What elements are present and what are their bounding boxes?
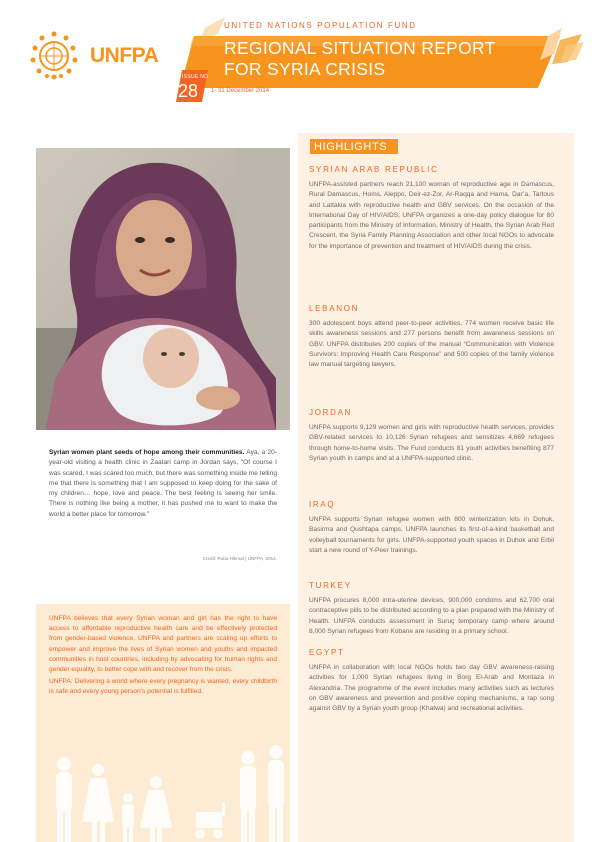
section-jordan	[309, 408, 554, 464]
logo-wordmark: UNFPA	[90, 44, 159, 67]
highlights-panel	[298, 133, 574, 842]
section-egypt	[309, 648, 554, 714]
statement-paragraph-1: UNFPA believes that every Syrian woman and girl has the right to have access to affordable reproductive health care and be effectively protected from gender-based violence. UNFPA and partners are scaling up efforts to empower and improve the lives of Syrian women and youths and impacted communities in host countries, including by advocating for human rights and gender equality, to better cope with and recover from the crisis.	[49, 615, 277, 674]
caption-title: Syrian women plant seeds of hope among their communities.	[49, 449, 245, 456]
title-line-2: FOR SYRIA CRISIS	[224, 59, 386, 79]
report-date: 1- 31 December 2014	[211, 88, 270, 94]
issue-number: 28	[178, 81, 199, 101]
highlights-tab	[310, 139, 398, 154]
section-heading: IRAQ	[309, 500, 336, 509]
section-heading: SYRIAN ARAB REPUBLIC	[309, 165, 439, 174]
unfpa-logo	[28, 30, 198, 80]
section-heading: TURKEY	[309, 581, 352, 590]
highlights-heading: HIGHLIGHTS	[314, 141, 388, 153]
title-line-1: REGIONAL SITUATION REPORT	[224, 38, 496, 58]
section-body: 300 adolescent boys attend peer-to-peer activities, 774 women receive basic life skills awareness sessions and 277 persons benefit from awareness sessions on GBV. UNFPA distributes 200 copies of the manual “Communication with Violence Survivors: Improving Health Care Response” and 500 copies of the family violence law manual targeting lawyers.	[309, 320, 554, 369]
organization-name: UNITED NATIONS POPULATION FUND	[224, 21, 417, 30]
photo-caption	[49, 448, 277, 520]
section-body: UNFPA procures 8,000 intra-uterine devices, 900,000 condoms and 62,700 oral contraceptive pills to be distributed according to a plan prepared with the Ministry of Health. UNFPA conducts assessment in Suruç temporary camp where around 8,000 Syrian refugees from Kobane are residing in a primary school.	[309, 597, 554, 635]
section-heading: JORDAN	[309, 408, 353, 417]
mission-statement-box	[36, 604, 290, 842]
section-body: UNFPA supports Syrian refugee women with 800 winterization kits in Dohuk, Basirma and Qushtapa camps. UNFPA launches its first-of-a-kind basketball and volleyball tournaments for girls. UNFPA-supported youth spaces in Duhok and Erbil start a new round of Y-Peer trainings.	[309, 516, 554, 554]
section-body: UNFPA in collaboration with local NGOs holds two day GBV awareness-raising activities for 1,000 Syrian refugees living in Borg El-Arab and Montaza in Alexandria. The programme of the event includes many activities such as lectures on GBV awareness and prevention and positive coping mechanisms, a rap song against GBV by a Syrian youth group (Khatwa) and recreational activities.	[309, 664, 554, 713]
report-header	[0, 0, 595, 135]
mission-statement	[49, 614, 277, 700]
report-title	[224, 38, 496, 80]
section-turkey	[309, 581, 554, 637]
section-body: UNFPA supports 9,129 women and girls with reproductive health services, provides GBV-related services to 10,126 Syrian refugees and sensitizes 4,669 refugees through home-to-home visits. The Fund conducts 81 youth activities benefiting 877 Syrian youth in camps and at a UNFPA-supported clinic.	[309, 424, 554, 462]
mother-and-baby-photo	[36, 148, 290, 430]
section-syria	[309, 165, 554, 252]
family-silhouettes-icon	[36, 722, 290, 842]
photo-credit: Credit: Ruba Hikmat | UNFPA, 2014.	[202, 556, 277, 561]
section-heading: LEBANON	[309, 304, 360, 313]
section-heading: EGYPT	[309, 648, 345, 657]
caption-body: Aya, a 20-year-old visiting a health clinic in Zaatari camp in Jordan says, “Of course I was scared, I was scared too much, but there was something inside me telling me that there is something that I am supposed to keep doing for the sake of my children… hope, love and peace. The best feeling is seeing her smile. There is nothing like being a mother, it has pushed me to want to make the world a better place for tomorrow.”	[49, 449, 277, 518]
statement-paragraph-2: UNFPA: Delivering a world where every pregnancy is wanted, every childbirth is safe and every young person’s potential is fulfilled.	[49, 678, 277, 696]
section-iraq	[309, 500, 554, 556]
section-lebanon	[309, 304, 554, 370]
section-body: UNFPA-assisted partners reach 21,100 woman of reproductive age in Damascus, Rural Damascus, Homs, Aleppo, Deir-ez-Zor, Ar-Raqqa and Hama, Dar’a, Tartous and Lattakia with reproductive health and GBV services. On the occasion of the International Day of HIV/AIDS, UNFPA organizes a one-day policy dialogue for 80 participants from the Ministry of Information, Ministry of Health, the Syrian Arab Red Crescent, the Syria Family Planning Association and other local NGOs to advocate for the importance of prevention and treatment of HIV/AIDS during the crisis.	[309, 181, 554, 250]
cover-photo	[36, 148, 290, 430]
issue-label: ISSUE NO	[182, 74, 209, 80]
un-emblem-icon	[28, 30, 84, 80]
